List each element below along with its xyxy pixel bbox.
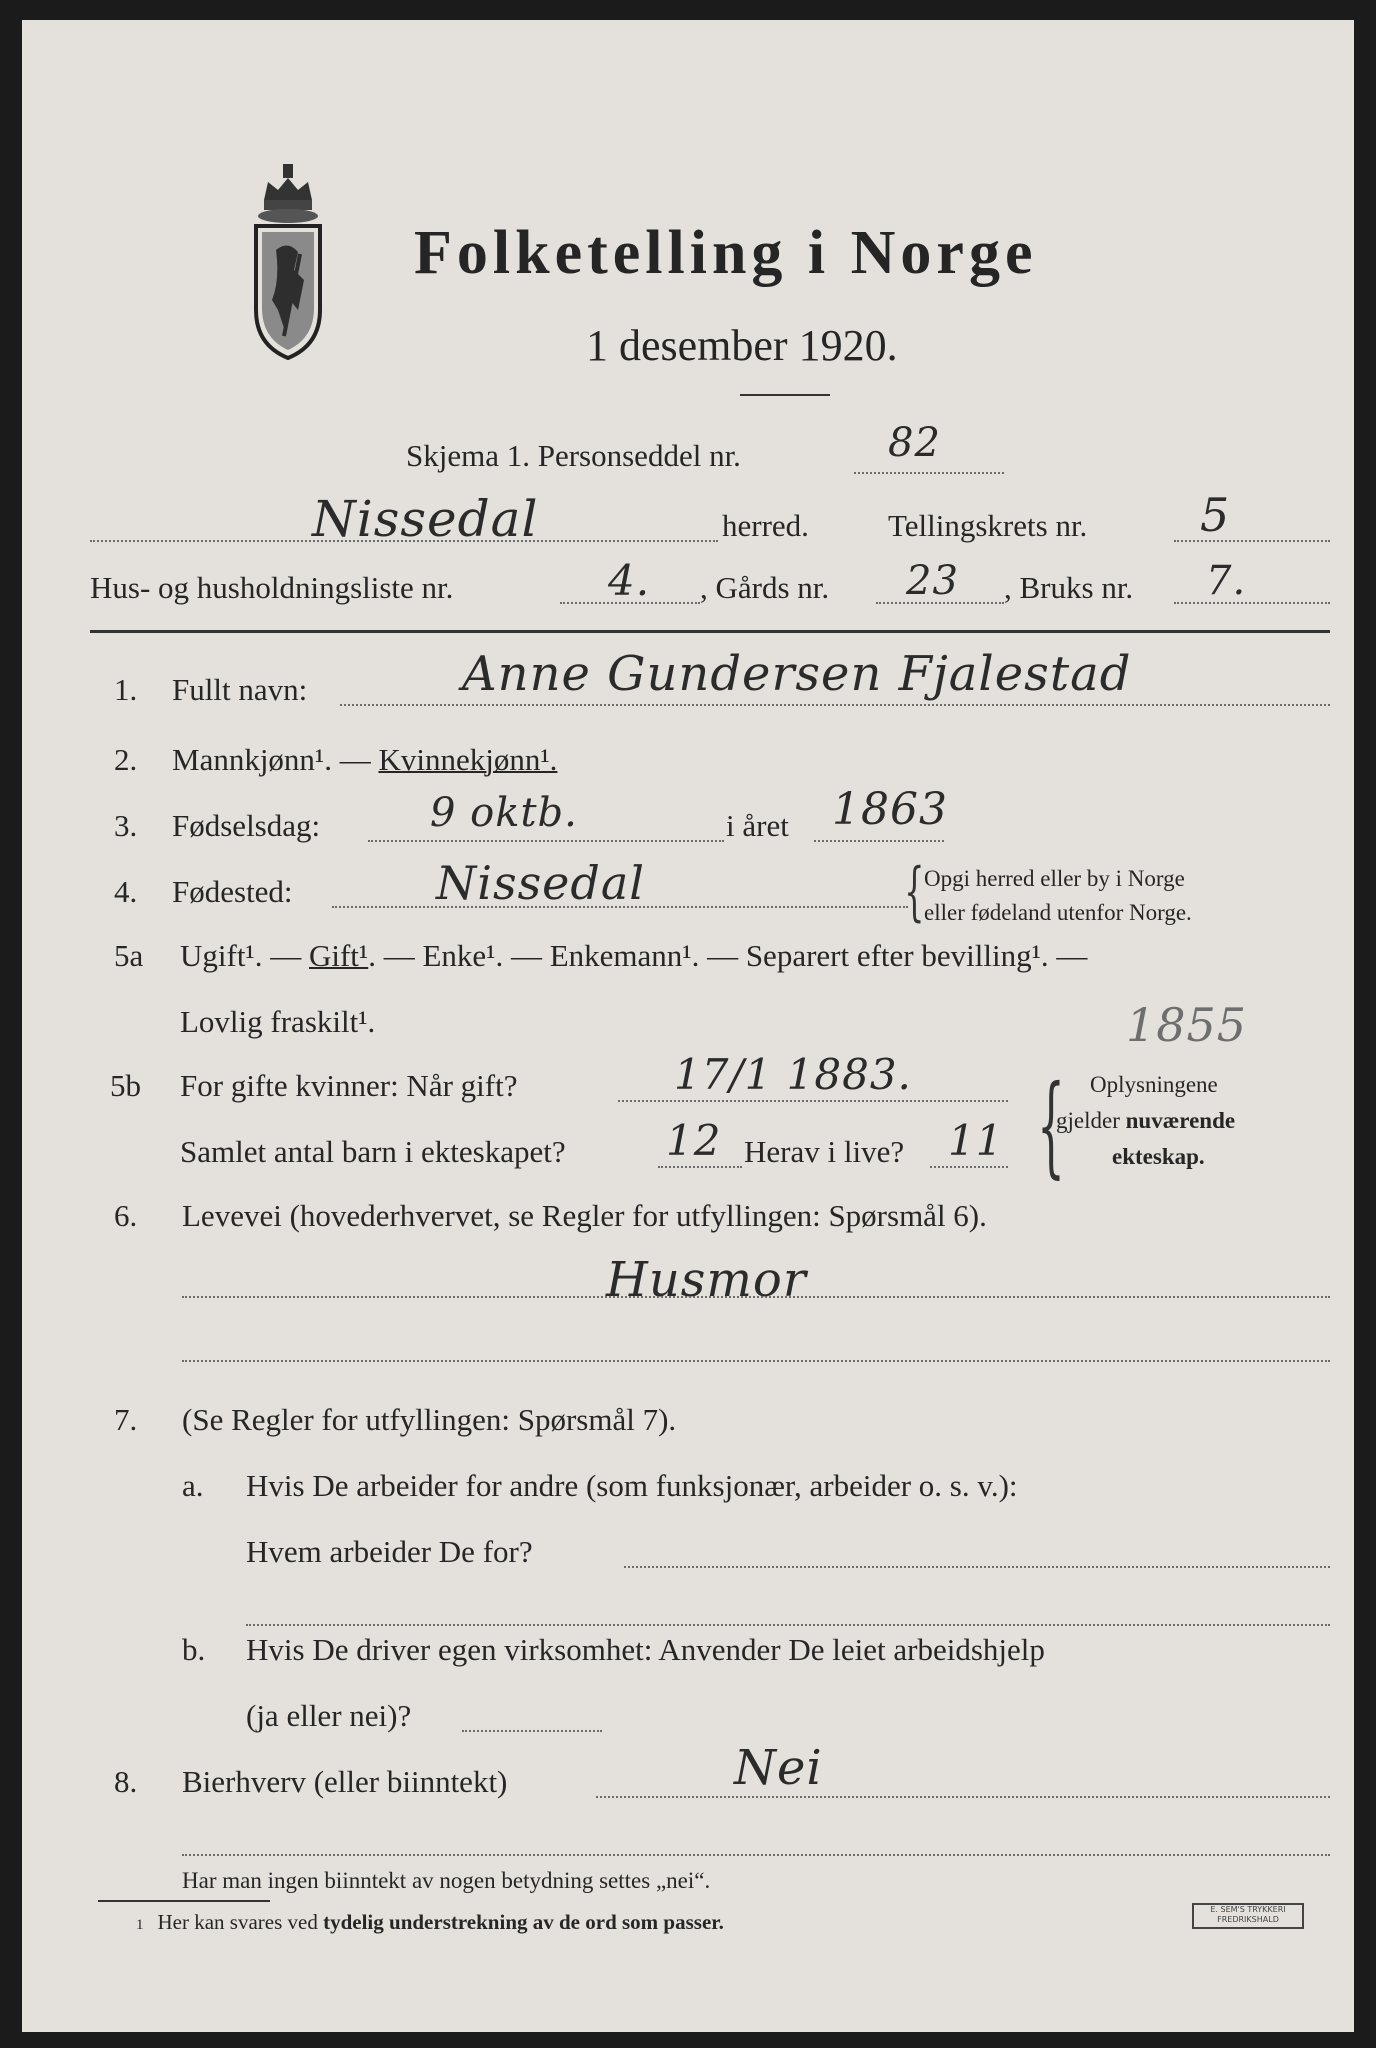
footnote-mark: 1: [136, 1917, 144, 1933]
q7-number: 7.: [114, 1402, 138, 1437]
form-title: Folketelling i Norge: [414, 219, 1038, 287]
q7a-answer-line1: [624, 1566, 1330, 1568]
q6-label: Levevei (hovederhvervet, se Regler for utfyllingen: Spørsmål 6).: [182, 1198, 987, 1233]
norwegian-coat-of-arms-icon: [250, 160, 326, 365]
q5b-alive-label: Herav i live?: [744, 1134, 905, 1169]
bruks-line: [1174, 602, 1330, 604]
option-kvinnekjonn-underlined: Kvinnekjønn¹.: [378, 742, 558, 777]
option-ugift: Ugift¹. —: [180, 938, 309, 973]
q3-label: Fødselsdag:: [172, 808, 321, 843]
q5b-note-line1: Oplysningene: [1090, 1072, 1218, 1097]
tellingskrets-value: 5: [1200, 488, 1231, 542]
q6-line1: [182, 1296, 1330, 1298]
census-date: 1 desember 1920.: [586, 321, 898, 370]
option-gift-underlined: Gift¹: [308, 938, 369, 973]
q5b-married-line: [618, 1100, 1008, 1102]
birthday-value: 9 oktb.: [430, 790, 578, 836]
tellingskrets-label: Tellingskrets nr.: [888, 508, 1088, 543]
q5a-number: 5a: [114, 938, 144, 973]
q5b-number: 5b: [110, 1068, 141, 1103]
q8-line2: [182, 1854, 1330, 1856]
q7b-letter: b.: [182, 1632, 206, 1667]
q7a-line1: Hvis De arbeider for andre (som funksjonær, arbeider o. s. v.):: [246, 1468, 1018, 1503]
q5a-line2: Lovlig fraskilt¹.: [180, 1004, 376, 1039]
title-divider: [740, 394, 830, 396]
q7-label: (Se Regler for utfyllingen: Spørsmål 7).: [182, 1402, 677, 1437]
q7a-letter: a.: [182, 1468, 204, 1503]
marriage-date-value: 17/1 1883.: [674, 1050, 912, 1099]
schema-label: Skjema 1. Personseddel nr.: [406, 438, 741, 473]
q3-year-line: [814, 840, 944, 842]
birth-year-value: 1863: [832, 784, 948, 835]
hus-value: 4.: [608, 556, 651, 605]
q2-options: [172, 742, 557, 778]
q6-number: 6.: [114, 1198, 138, 1233]
footnote: 1 Her kan svares ved tydelig understrekning av de ord som passer.: [136, 1910, 724, 1934]
census-form-sheet: [22, 20, 1354, 2032]
herred-value: Nissedal: [312, 490, 539, 548]
q1-number: 1.: [114, 672, 138, 707]
q7b-answer-line: [462, 1730, 602, 1732]
q3-number: 3.: [114, 808, 138, 843]
q4-note-line2: eller fødeland utenfor Norge.: [924, 900, 1192, 925]
tellingskrets-line: [1174, 540, 1330, 542]
q8-label: Bierhverv (eller biinntekt): [182, 1764, 508, 1799]
q3-line: [368, 840, 724, 842]
q5a-options: [180, 938, 1087, 974]
q3-year-label: i året: [726, 808, 789, 843]
q5b-children-label: Samlet antal barn i ekteskapet?: [180, 1134, 566, 1169]
q5b-note-line3: ekteskap.: [1112, 1144, 1205, 1169]
q5b-note-line2: gjelder nuværende: [1056, 1108, 1236, 1133]
q2-number: 2.: [114, 742, 138, 777]
birthplace-value: Nissedal: [436, 856, 645, 910]
q7a-line2: Hvem arbeider De for?: [246, 1534, 533, 1569]
q4-note-line1: Opgi herred eller by i Norge: [924, 866, 1185, 891]
q7b-line2: (ja eller nei)?: [246, 1698, 412, 1733]
q7a-answer-line2: [246, 1624, 1330, 1626]
q4-brace: {: [904, 855, 925, 929]
q7b-line1: Hvis De driver egen virksomhet: Anvender De leiet arbeidshjelp: [246, 1632, 1045, 1667]
q4-label: Fødested:: [172, 874, 293, 909]
personseddel-line: [854, 472, 1004, 474]
q4-number: 4.: [114, 874, 138, 909]
q5b-married-label: For gifte kvinner: Når gift?: [180, 1068, 518, 1103]
q1-label: Fullt navn:: [172, 672, 308, 707]
section-divider: [90, 630, 1330, 633]
hus-label: Hus- og husholdningsliste nr.: [90, 570, 454, 605]
option-mannkjonn: Mannkjønn¹. —: [172, 742, 379, 777]
option-others: . — Enke¹. — Enkemann¹. — Separert efter bevilling¹. —: [368, 938, 1088, 973]
margin-note-year: 1855: [1126, 998, 1248, 1052]
full-name-value: Anne Gundersen Fjalestad: [462, 646, 1132, 702]
children-alive-value: 11: [948, 1116, 1004, 1165]
q8-line: [596, 1796, 1330, 1798]
occupation-value: Husmor: [606, 1252, 807, 1308]
q6-line2: [182, 1360, 1330, 1362]
bruks-value: 7.: [1206, 558, 1247, 604]
q5b-brace: {: [1037, 1061, 1065, 1189]
printer-stamp: E. SEM'S TRYKKERI FREDRIKSHALD: [1192, 1903, 1304, 1929]
children-total-value: 12: [666, 1116, 722, 1165]
bruks-label: , Bruks nr.: [1004, 570, 1134, 605]
q5b-alive-line: [930, 1166, 1008, 1168]
gards-value: 23: [906, 558, 959, 604]
q8-note: Har man ingen biinntekt av nogen betydning settes „nei“.: [182, 1868, 711, 1893]
side-income-value: Nei: [734, 1740, 823, 1796]
gards-label: , Gårds nr.: [700, 570, 830, 605]
personseddel-number: 82: [888, 420, 941, 466]
q8-number: 8.: [114, 1764, 138, 1799]
herred-label: herred.: [722, 508, 809, 543]
q5b-children-line: [658, 1166, 742, 1168]
footnote-divider: [98, 1900, 270, 1902]
q1-line: [340, 704, 1330, 706]
